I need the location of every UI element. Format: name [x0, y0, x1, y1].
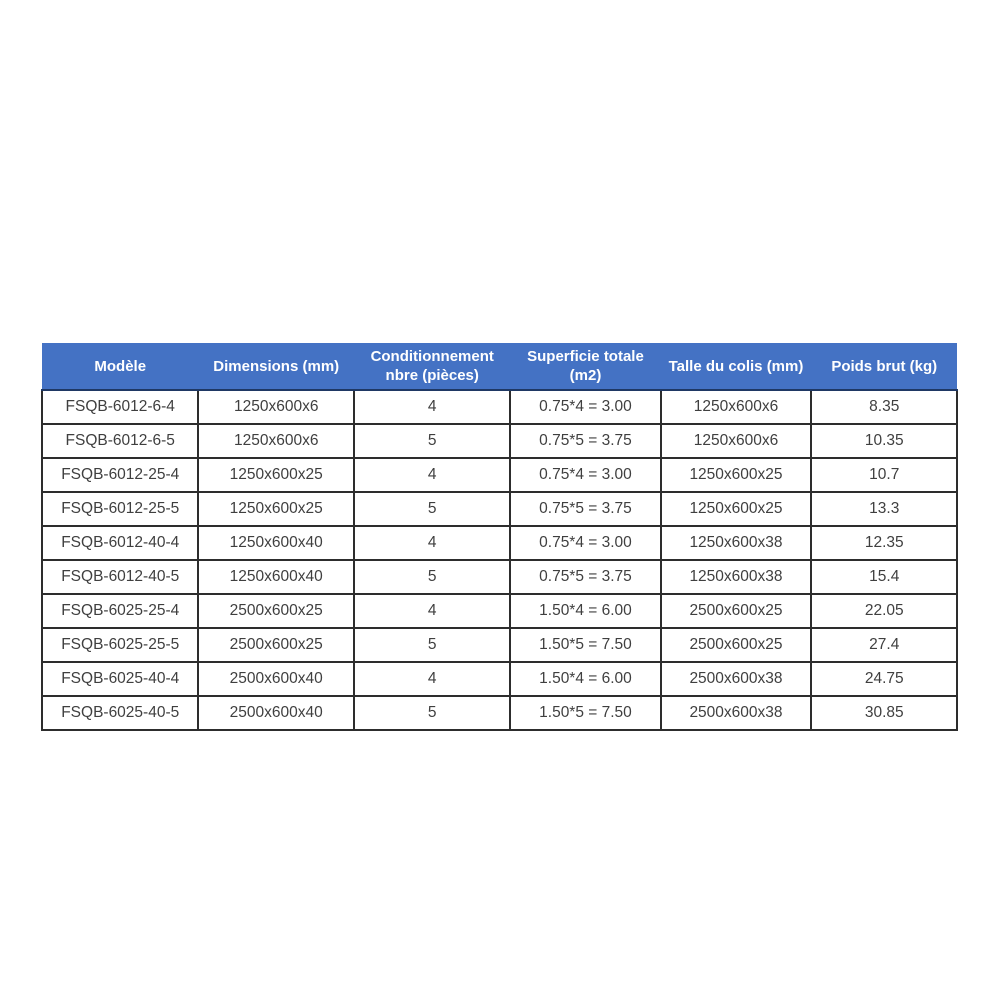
table-cell: 10.7 — [811, 458, 957, 492]
table-cell: 10.35 — [811, 424, 957, 458]
table-cell: 1250x600x38 — [661, 560, 812, 594]
table-cell: 0.75*4 = 3.00 — [510, 390, 660, 424]
table-row — [42, 390, 957, 424]
table-cell: 0.75*5 = 3.75 — [510, 492, 660, 526]
table-row — [42, 628, 957, 662]
table-row — [42, 560, 957, 594]
header-row — [42, 343, 957, 390]
table-cell: 1250x600x25 — [198, 492, 354, 526]
table-body — [42, 390, 957, 730]
table-cell: 2500x600x40 — [198, 696, 354, 730]
table-row — [42, 594, 957, 628]
table-cell: 4 — [354, 662, 510, 696]
table-cell: FSQB-6025-25-5 — [42, 628, 198, 662]
table-cell: 5 — [354, 492, 510, 526]
table-cell: 2500x600x25 — [198, 594, 354, 628]
table-header — [42, 343, 957, 390]
table-cell: 1250x600x6 — [661, 424, 812, 458]
table-cell: 13.3 — [811, 492, 957, 526]
table-cell: 22.05 — [811, 594, 957, 628]
table-cell: FSQB-6025-40-5 — [42, 696, 198, 730]
table-cell: 1250x600x6 — [198, 424, 354, 458]
table-cell: 1250x600x40 — [198, 526, 354, 560]
column-header-conditionnement: Conditionnement nbre (pièces) — [354, 343, 510, 390]
table-cell: 2500x600x38 — [661, 696, 812, 730]
table-cell: 1.50*5 = 7.50 — [510, 628, 660, 662]
table-cell: 27.4 — [811, 628, 957, 662]
table-cell: 1250x600x40 — [198, 560, 354, 594]
table-cell: FSQB-6012-40-5 — [42, 560, 198, 594]
table-cell: 2500x600x38 — [661, 662, 812, 696]
table-cell: 0.75*5 = 3.75 — [510, 424, 660, 458]
table-cell: 1250x600x38 — [661, 526, 812, 560]
table-cell: FSQB-6025-40-4 — [42, 662, 198, 696]
table-cell: FSQB-6012-6-4 — [42, 390, 198, 424]
table-cell: 4 — [354, 458, 510, 492]
table-cell: 5 — [354, 696, 510, 730]
table-cell: 1.50*5 = 7.50 — [510, 696, 660, 730]
table-cell: 24.75 — [811, 662, 957, 696]
table-cell: 5 — [354, 424, 510, 458]
table-cell: 1250x600x25 — [198, 458, 354, 492]
table-cell: 4 — [354, 526, 510, 560]
column-header-superficie: Superficie totale (m2) — [510, 343, 660, 390]
column-header-modele: Modèle — [42, 343, 198, 390]
table-cell: FSQB-6025-25-4 — [42, 594, 198, 628]
table-cell: 2500x600x25 — [198, 628, 354, 662]
table-cell: 5 — [354, 628, 510, 662]
table-cell: 5 — [354, 560, 510, 594]
table-row — [42, 526, 957, 560]
column-header-dimensions: Dimensions (mm) — [198, 343, 354, 390]
table-cell: FSQB-6012-40-4 — [42, 526, 198, 560]
column-header-taille-colis: Talle du colis (mm) — [661, 343, 812, 390]
table-cell: 30.85 — [811, 696, 957, 730]
table-cell: FSQB-6012-6-5 — [42, 424, 198, 458]
table-row — [42, 696, 957, 730]
table-row — [42, 662, 957, 696]
table-cell: 1.50*4 = 6.00 — [510, 662, 660, 696]
table-cell: 1.50*4 = 6.00 — [510, 594, 660, 628]
table-cell: 1250x600x25 — [661, 492, 812, 526]
table-row — [42, 424, 957, 458]
table-cell: 2500x600x25 — [661, 594, 812, 628]
table-cell: 0.75*5 = 3.75 — [510, 560, 660, 594]
table-cell: FSQB-6012-25-4 — [42, 458, 198, 492]
table-cell: FSQB-6012-25-5 — [42, 492, 198, 526]
table-cell: 1250x600x25 — [661, 458, 812, 492]
table-cell: 4 — [354, 390, 510, 424]
table-cell: 2500x600x40 — [198, 662, 354, 696]
table-row — [42, 492, 957, 526]
table-cell: 2500x600x25 — [661, 628, 812, 662]
table-cell: 0.75*4 = 3.00 — [510, 526, 660, 560]
table-cell: 1250x600x6 — [198, 390, 354, 424]
table-cell: 15.4 — [811, 560, 957, 594]
column-header-poids-brut: Poids brut (kg) — [811, 343, 957, 390]
table-cell: 8.35 — [811, 390, 957, 424]
table-cell: 4 — [354, 594, 510, 628]
table-cell: 12.35 — [811, 526, 957, 560]
spec-table-container — [41, 343, 958, 731]
table-cell: 0.75*4 = 3.00 — [510, 458, 660, 492]
table-row — [42, 458, 957, 492]
product-spec-table — [41, 343, 958, 731]
table-cell: 1250x600x6 — [661, 390, 812, 424]
